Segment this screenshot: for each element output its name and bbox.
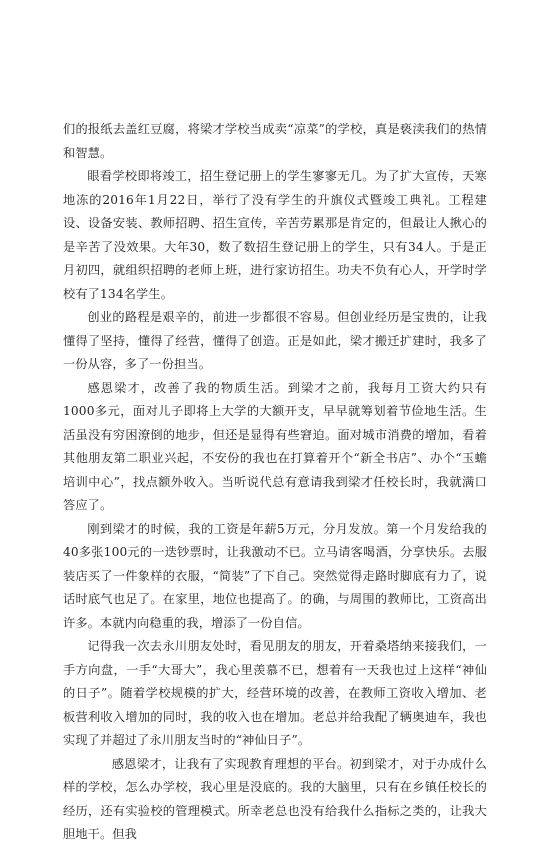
- paragraph-material-life: 感恩梁才，改善了我的物质生活。到梁才之前，我每月工资大约只有1000多元，面对儿子即将上大学的大额开支，早早就筹划着节俭地生活。生活虽没有穷困潦倒的地步，但还是显得有些窘迫。面对城市消费的增加，看着其他朋友第二职业兴起，不安份的我也在打算着开个“新全书店”、办个“玉蟾培训中心”，找点额外收入。当听说代总有意请我到梁才任校长时，我就满口答应了。: [63, 380, 487, 512]
- paragraph-enrollment: 眼看学校即将竣工，招生登记册上的学生寥寥无几。为了扩大宣传，天寒地冻的2016年1月22日，举行了没有学生的升旗仪式暨竣工典礼。工程建设、设备安装、教师招聘、招生宣传，辛苦劳累那是肯定的，但最让人揪心的是辛苦了没效果。大年30，数了数招生登记册上的学生，只有34人。于是正月初四，就组织招聘的老师上班，进行家访招生。功夫不负有心人，开学时学校有了134名学生。: [63, 169, 487, 301]
- paragraph-education-ideal: 感恩梁才，让我有了实现教育理想的平台。初到梁才，对于办成什么样的学校，怎么办学校，我心里是没底的。我的大脑里，只有在乡镇任校长的经历，还有实验校的管理模式。所幸老总也没有给我什么指标之类的，让我大胆地干。但我: [63, 756, 487, 841]
- paragraph-yongchuan-friend: 记得我一次去永川朋友处时，看见朋友的朋友，开着桑塔纳来接我们，一手方向盘，一手“大哥大”，我心里羡慕不已，想着有一天我也过上这样“神仙的日子”。随着学校规模的扩大，经营环境的改善，在教师工资收入增加、老板营利收入增加的同时，我的收入也在增加。老总并给我配了辆奥迪车，我也实现了并超过了永川朋友当时的“神仙日子”。: [63, 639, 487, 747]
- document-body: [63, 118, 487, 847]
- paragraph-entrepreneurship: 创业的路程是艰辛的，前进一步都很不容易。但创业经历是宝贵的，让我懂得了坚持，懂得了经营，懂得了创造。正是如此，梁才搬迁扩建时，我多了一份从容，多了一份担当。: [63, 310, 487, 371]
- paragraph-first-salary: 刚到梁才的时候，我的工资是年薪5万元，分月发放。第一个月发给我的40多张100元的一迭钞票时，让我激动不已。立马请客喝酒，分享快乐。去服装店买了一件象样的衣服，“简装”了下自己。突然觉得走路时脚底有力了，说话时底气也足了。在家里，地位也提高了。的确，与周围的教师比，工资高出许多。本就内向稳重的我，增添了一份自信。: [63, 521, 487, 630]
- paragraph-continuation: 们的报纸去盖红豆腐，将梁才学校当成卖“凉菜”的学校，真是亵渎我们的热情和智慧。: [63, 122, 487, 160]
